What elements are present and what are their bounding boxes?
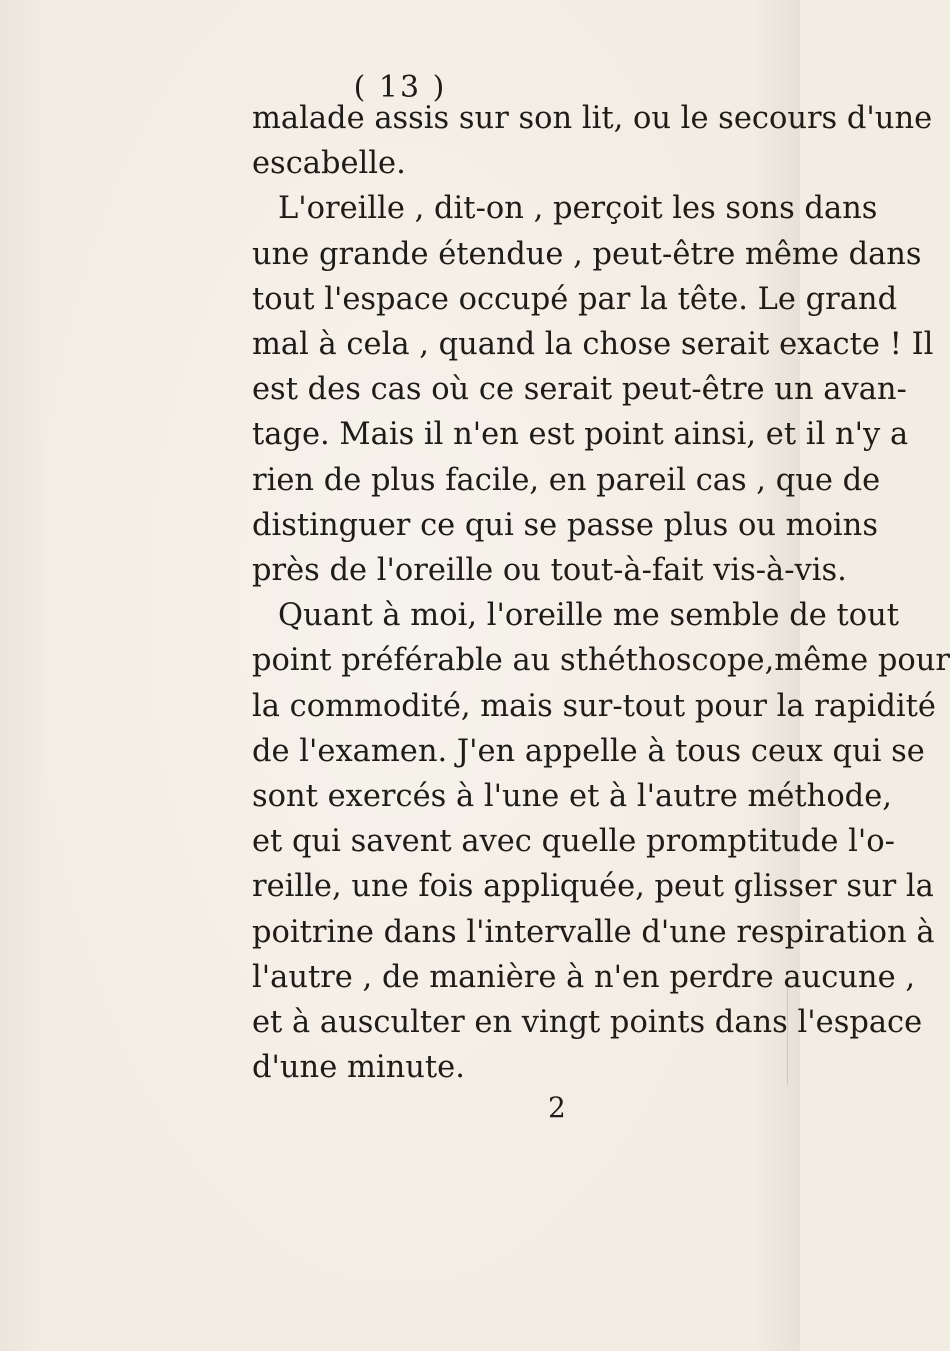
text-line: reille, une fois appliquée, peut glisser sur la <box>252 869 934 905</box>
text-line: malade assis sur son lit, ou le secours d'une <box>252 101 933 136</box>
text-line: tout l'espace occupé par la tête. Le grand <box>252 281 898 317</box>
text-line: sont exercés à l'une et à l'autre méthode, <box>252 779 892 815</box>
text-line: et qui savent avec quelle promptitude l'o- <box>252 824 895 860</box>
text-line: escabelle. <box>252 146 406 182</box>
text-line: près de l'oreille ou tout-à-fait vis-à-vis. <box>252 553 847 589</box>
text-line: d'une minute. <box>252 1050 465 1086</box>
text-line: rien de plus facile, en pareil cas , que de <box>252 462 881 498</box>
text-line: la commodité, mais sur-tout pour la rapidité <box>252 688 936 724</box>
text-line: L'oreille , dit-on , perçoit les sons dans <box>278 191 878 227</box>
text-line: poitrine dans l'intervalle d'une respiration à <box>252 914 935 950</box>
signature-mark: 2 <box>548 1091 566 1124</box>
text-line: point préférable au sthéthoscope,même pour <box>252 643 950 679</box>
text-line: Quant à moi, l'oreille me semble de tout <box>278 598 899 634</box>
text-line: de l'examen. J'en appelle à tous ceux qui se <box>252 733 925 769</box>
text-line: mal à cela , quand la chose serait exacte ! Il <box>252 327 934 363</box>
body-text <box>252 96 950 1090</box>
page-number-header: ( 13 ) <box>353 70 447 105</box>
text-line: tage. Mais il n'en est point ainsi, et il n'y a <box>252 417 909 453</box>
text-line: distinguer ce qui se passe plus ou moins <box>252 507 878 543</box>
text-line: est des cas où ce serait peut-être un avan- <box>252 372 907 408</box>
text-line: l'autre , de manière à n'en perdre aucune , <box>252 959 916 995</box>
text-line: et à ausculter en vingt points dans l'espace <box>252 1005 923 1041</box>
page-edge-shadow <box>787 975 800 1085</box>
text-line: une grande étendue , peut-être même dans <box>252 236 922 272</box>
